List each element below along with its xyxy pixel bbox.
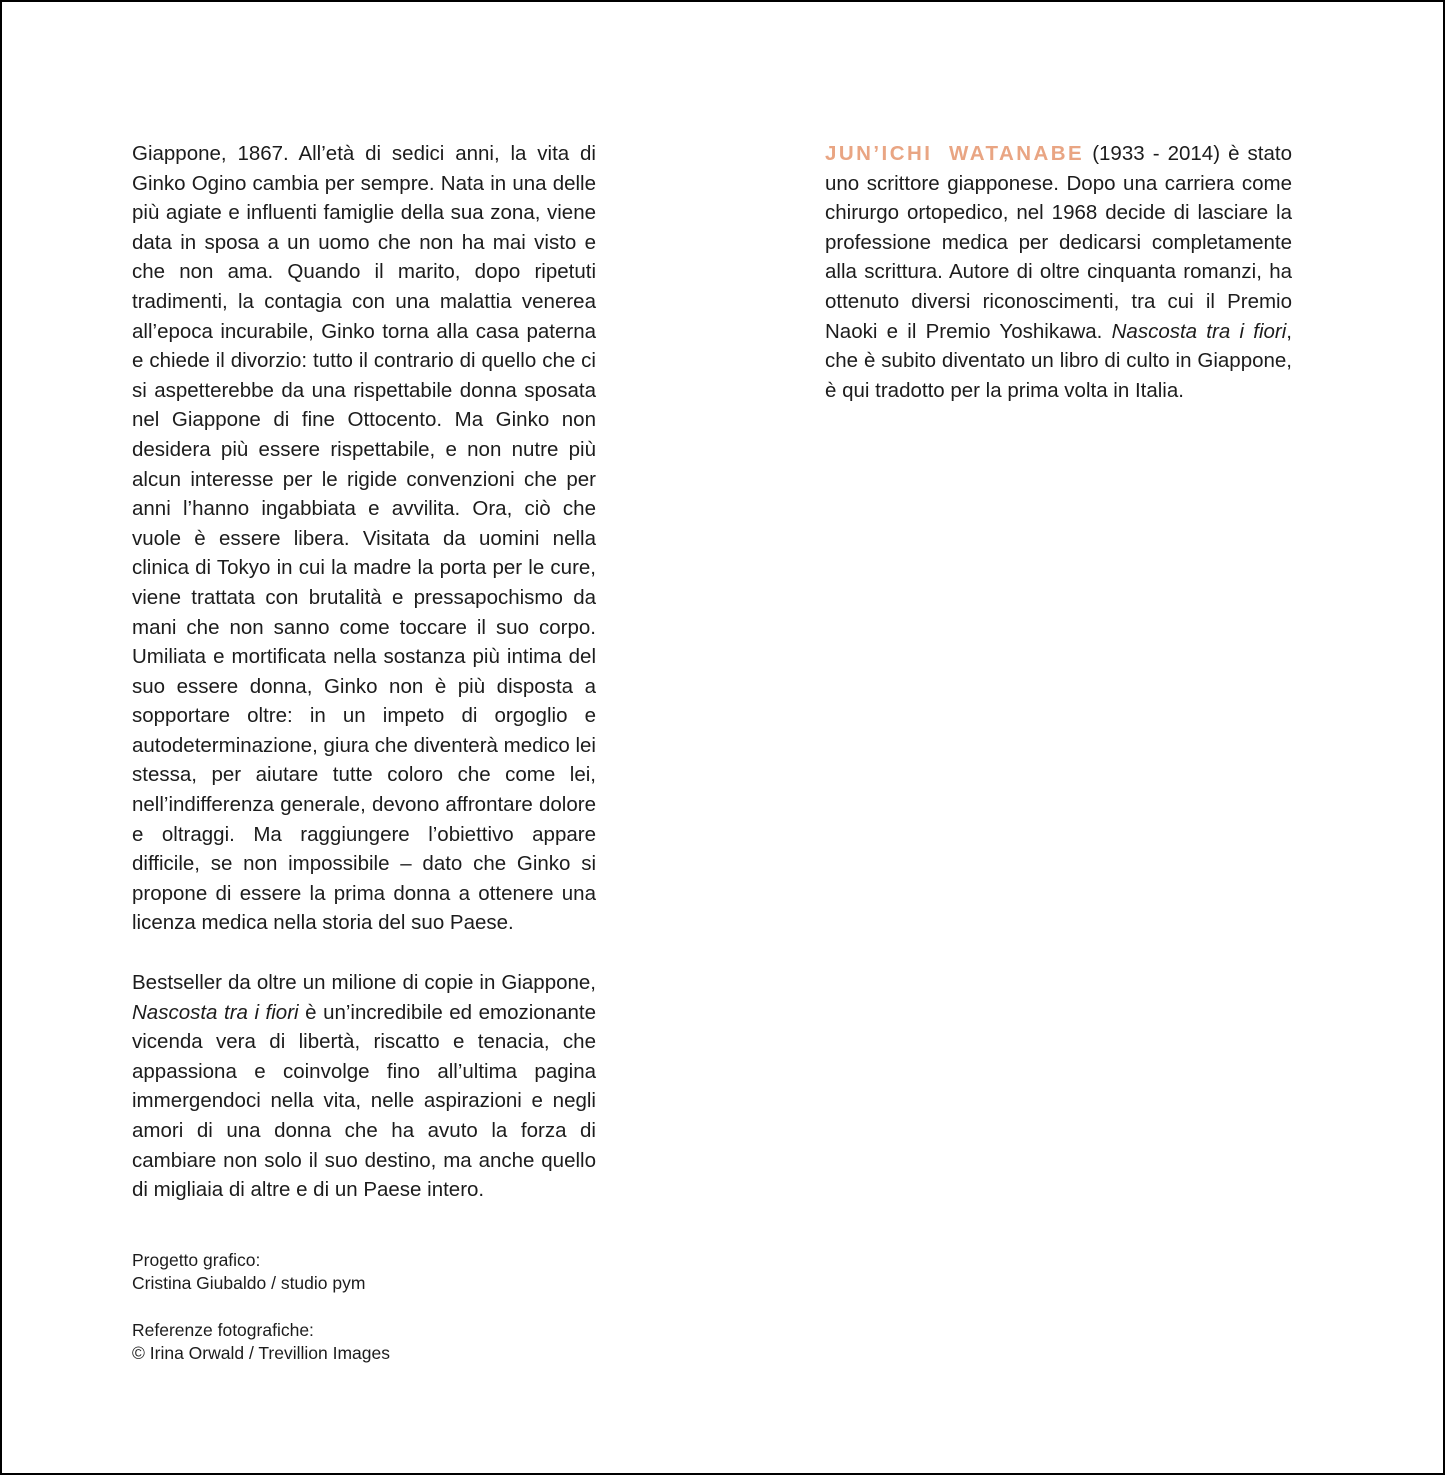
photo-credit <box>132 1319 596 1365</box>
graphic-design-credit-value: Cristina Giubaldo / studio pym <box>132 1273 366 1293</box>
photo-credit-value: © Irina Orwald / Trevillion Images <box>132 1343 390 1363</box>
synopsis-paragraph-2: Bestseller da oltre un milione di copie in Giappone, Nascosta tra i fiori è un’incredibile ed emozionante vicenda vera di libertà, riscatto e tenacia, che appassiona e coinvolge fino all’ultima pagina immergendoci nella vita, nelle aspirazioni e negli amori di una donna che ha avuto la forza di cambiare non solo il suo destino, ma anche quello di migliaia di altre e di un Paese intero. <box>132 971 596 1202</box>
graphic-design-credit <box>132 1249 596 1295</box>
synopsis-paragraph-1: Giappone, 1867. All’età di sedici anni, la vita di Ginko Ogino cambia per sempre. Nata in una delle più agiate e influenti famiglie della sua zona, viene data in sposa a un uomo che non ha mai visto e che non ama. Quando il marito, dopo ripetuti tradimenti, la contagia con una malattia venerea all’epoca incurabile, Ginko torna alla casa paterna e chiede il divorzio: tutto il contrario di quello che ci si aspetterebbe da una rispettabile donna sposata nel Giappone di fine Ottocento. Ma Ginko non desidera più essere rispettabile, e non nutre più alcun interesse per le rigide convenzioni che per anni l’hanno ingabbiata e avvilita. Ora, ciò che vuole è essere libera. Visitata da uomini nella clinica di Tokyo in cui la madre la porta per le cure, viene trattata con brutalità e pressapochismo da mani che non sanno come toccare il suo corpo. Umiliata e mortificata nella sostanza più intima del suo essere donna, Ginko non è più disposta a sopportare oltre: in un impeto di orgoglio e autodeterminazione, giura che diventerà medico lei stessa, per aiutare tutte coloro che come lei, nell’indifferenza generale, devono affrontare dolore e oltraggi. Ma raggiungere l’obiettivo appare difficile, se non impossibile – dato che Ginko si propone di essere la prima donna a ottenere una licenza medica nella storia del suo Paese. <box>132 142 596 935</box>
graphic-design-credit-label: Progetto grafico: <box>132 1250 261 1270</box>
author-bio-column <box>825 139 1292 405</box>
photo-credit-label: Referenze fotografiche: <box>132 1320 314 1340</box>
credits-block <box>132 1249 596 1365</box>
author-bio-paragraph: JUN’ICHI WATANABE (1933 - 2014) è stato uno scrittore giapponese. Dopo una carriera come chirurgo ortopedico, nel 1968 decide di lasciare la professione medica per dedicarsi completamente alla scrittura. Autore di oltre cinquanta romanzi, ha ottenuto diversi riconoscimenti, tra cui il Premio Naoki e il Premio Yoshikawa. Nascosta tra i fiori, che è subito diventato un libro di culto in Giappone, è qui tradotto per la prima volta in Italia. <box>825 142 1293 402</box>
synopsis-column <box>132 139 596 1205</box>
